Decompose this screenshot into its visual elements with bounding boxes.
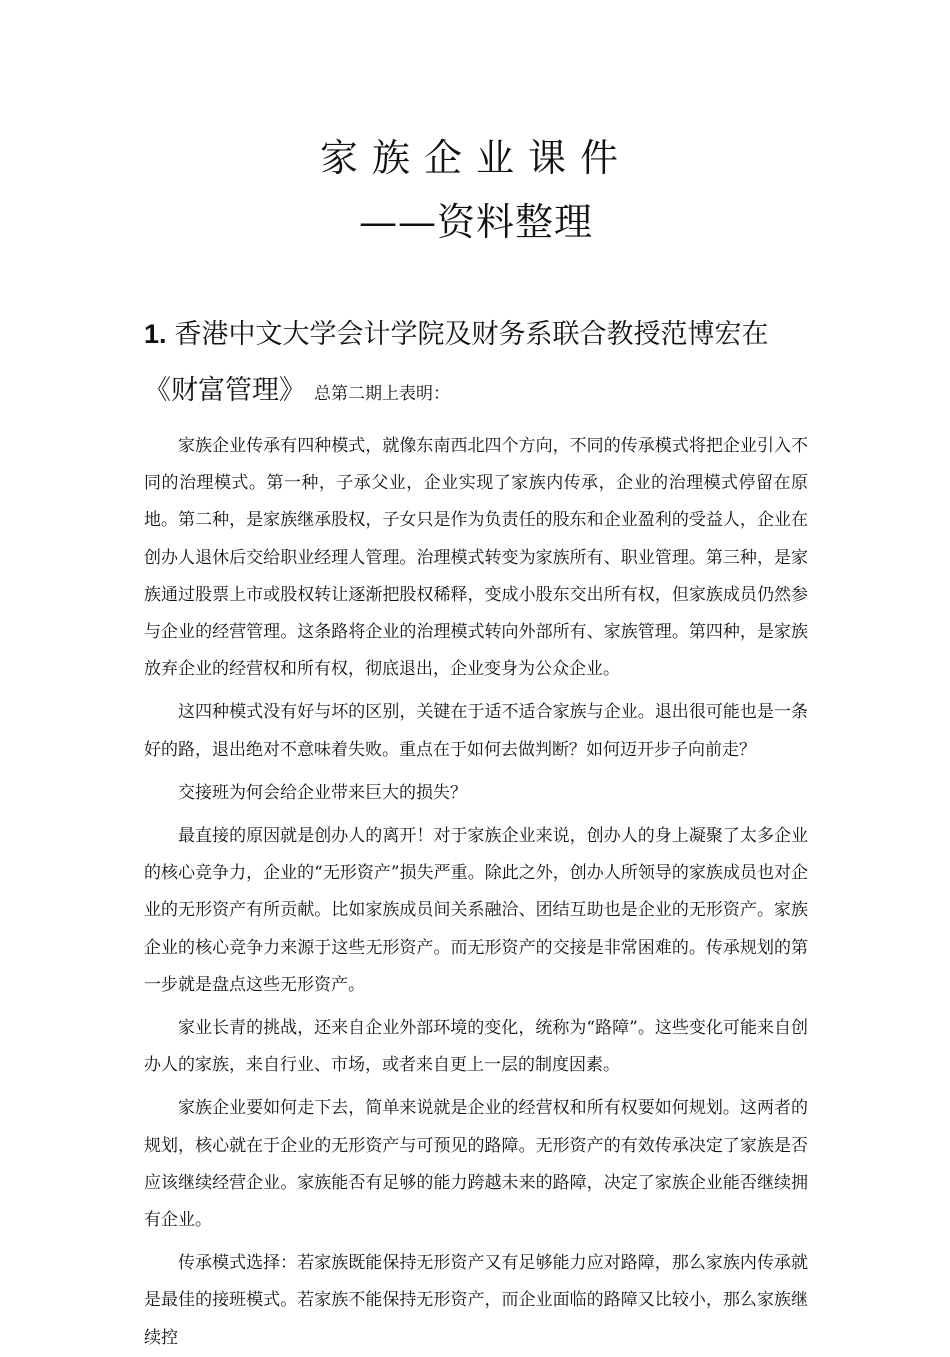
paragraph-6: 家族企业要如何走下去，简单来说就是企业的经营权和所有权要如何规划。这两者的规划，核心就在于企业的无形资产与可预见的路障。无形资产的有效传承决定了家族是否应该继续经营企业。家族能否有足够的能力跨越未来的路障，决定了家族企业能否继续拥有企业。 <box>144 1098 808 1231</box>
paragraph-1: 家族企业传承有四种模式，就像东南西北四个方向，不同的传承模式将把企业引入不同的治理模式。第一种，子承父业，企业实现了家族内传承，企业的治理模式停留在原地。第二种，是家族继承股权，子女只是作为负责任的股东和企业盈利的受益人，企业在创办人退休后交给职业经理人管理。治理模式转变为家族所有、职业管理。第三种，是家族通过股票上市或股权转让逐渐把股权稀释，变成小股东交出所有权，但家族成员仍然参与企业的经营管理。这条路将企业的治理模式转向外部所有、家族管理。第四种，是家族放弃企业的经营权和所有权，彻底退出，企业变身为公众企业。 <box>144 436 808 680</box>
paragraph-3: 交接班为何会给企业带来巨大的损失？ <box>178 782 467 803</box>
paragraph-7: 传承模式选择：若家族既能保持无形资产又有足够能力应对路障，那么家族内传承就是最佳的接班模式。若家族不能保持无形资产，而企业面临的路障又比较小，那么家族继续控 <box>144 1253 808 1348</box>
paragraph-2: 这四种模式没有好与坏的区别，关键在于适不适合家族与企业。退出很可能也是一条好的路，退出绝对不意味着失败。重点在于如何去做判断？如何迈开步子向前走？ <box>144 702 808 760</box>
document-subtitle: ——资料整理 <box>358 200 593 244</box>
section-heading-suffix: 总第二期上表明： <box>314 384 450 404</box>
paragraph-5: 家业长青的挑战，还来自企业外部环境的变化，统称为“路障”。这些变化可能来自创办人的家族，来自行业、市场，或者来自更上一层的制度因素。 <box>144 1018 808 1076</box>
section-heading <box>144 306 808 422</box>
section-number: 1. <box>144 319 167 349</box>
document-title: 家族企业课件 <box>319 136 632 180</box>
section-heading-text: 香港中文大学会计学院及财务系联合教授范博宏在《财富管理》 <box>144 319 769 406</box>
paragraph-4: 最直接的原因就是创办人的离开！对于家族企业来说，创办人的身上凝聚了太多企业的核心竞争力，企业的“无形资产”损失严重。除此之外，创办人所领导的家族成员也对企业的无形资产有所贡献。比如家族成员间关系融洽、团结互助也是企业的无形资产。家族企业的核心竞争力来源于这些无形资产。而无形资产的交接是非常困难的。传承规划的第一步就是盘点这些无形资产。 <box>144 826 808 995</box>
